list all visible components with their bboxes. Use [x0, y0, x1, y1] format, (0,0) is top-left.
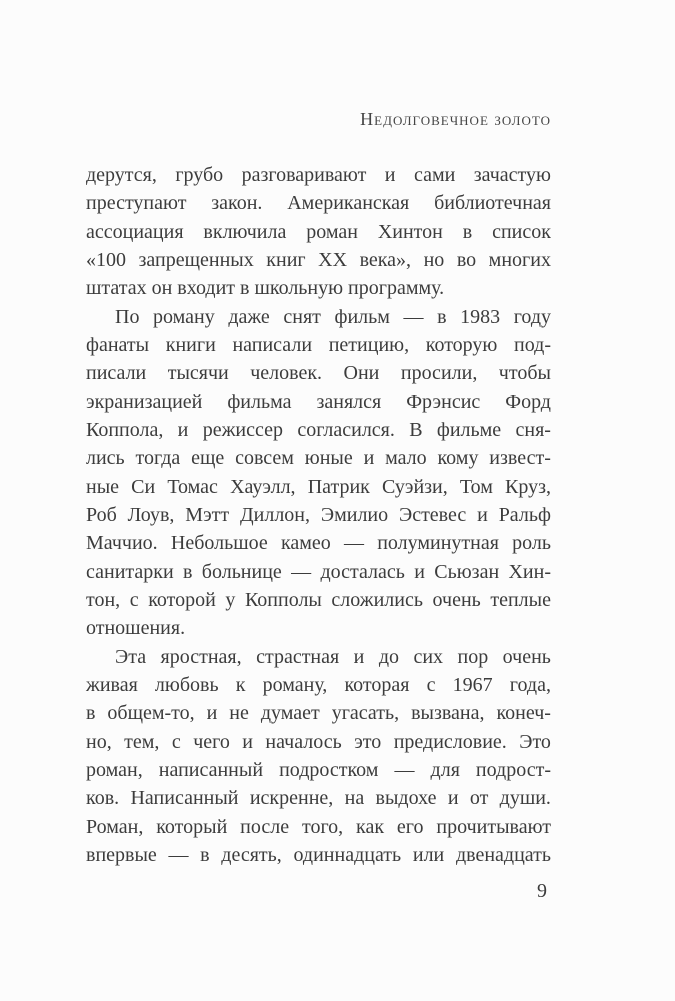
text-line [86, 189, 551, 217]
word: для [430, 758, 460, 781]
word: очень [502, 645, 551, 668]
word: 1967 [452, 673, 493, 696]
word: Хинтон [377, 220, 443, 243]
word: Хауэлл, [230, 475, 296, 498]
word: одиннадцать [293, 843, 402, 866]
word: пор [457, 645, 489, 668]
word: чтобы [498, 362, 551, 385]
word: Том [459, 475, 493, 498]
word: XX [318, 248, 348, 271]
word: книги [165, 333, 216, 356]
word: очень [432, 588, 481, 611]
text-line [86, 671, 551, 699]
word: Эмилио [320, 503, 389, 526]
word: лись [86, 447, 125, 470]
word: которую [425, 333, 498, 356]
word: закон. [211, 192, 263, 215]
word: роман [306, 220, 358, 243]
word: зачастую [473, 164, 551, 186]
text-line: штатах он входит в школьную программу. [86, 277, 445, 300]
word: камео [280, 532, 331, 555]
text-line [86, 331, 551, 359]
word: Круз, [505, 475, 551, 498]
paragraph [86, 643, 551, 870]
word: думает [260, 702, 320, 725]
word: это [354, 730, 382, 753]
word: ков. [86, 787, 120, 810]
word: и [477, 503, 488, 526]
word: как [356, 815, 385, 838]
text-line [86, 756, 551, 784]
word: роман, [86, 758, 143, 781]
text-line [86, 388, 551, 416]
word: сня- [515, 418, 551, 441]
word: досталась [320, 560, 405, 583]
word: у [225, 588, 236, 611]
page-number: 9 [537, 880, 547, 902]
word: его [396, 815, 424, 838]
text-line [86, 813, 551, 841]
word: сих [413, 645, 444, 668]
word: — [291, 560, 312, 583]
word: роману [153, 305, 215, 328]
word: запрещенных [138, 248, 254, 271]
word: «100 [86, 248, 126, 271]
word: Сьюзан [434, 560, 500, 583]
word: до [378, 645, 400, 668]
word: году [513, 305, 551, 328]
word: искренне, [249, 787, 334, 810]
word: началось [265, 730, 342, 753]
word: в [437, 305, 447, 328]
word: больнице [201, 560, 282, 583]
word: Эстевес [398, 503, 467, 526]
word: написанный [158, 758, 264, 781]
word: преступают [86, 192, 187, 215]
text-line [86, 501, 551, 529]
text-line [86, 161, 551, 189]
word: подростком [279, 758, 379, 781]
word: конеч- [496, 702, 551, 725]
word: фильма [227, 390, 292, 413]
word: тогда [135, 447, 181, 470]
word: Суэйзи, [382, 475, 448, 498]
word: Небольшое [170, 532, 268, 555]
word: полуминутная [377, 532, 499, 555]
word: в [183, 560, 193, 583]
word: Коппола, [86, 418, 164, 441]
word: Они [343, 362, 380, 385]
text-line [86, 643, 551, 671]
word: к [235, 673, 246, 696]
word: двенадцать [455, 843, 551, 866]
word: разговаривают [241, 164, 367, 186]
word: и [414, 560, 425, 583]
word: в [200, 843, 210, 866]
word: после [240, 815, 290, 838]
word: любовь [154, 673, 219, 696]
word: Хин- [508, 560, 551, 583]
word: режиссер [202, 418, 283, 441]
word: Форд [505, 390, 551, 413]
word: список [492, 220, 551, 243]
word: предисловие. [393, 730, 507, 753]
word: и [447, 787, 459, 810]
word: и [206, 702, 218, 725]
word: под- [514, 333, 551, 356]
text-line [86, 784, 551, 812]
word: которая [344, 673, 410, 696]
word: тысячи [167, 362, 229, 385]
word: Роман, [86, 815, 144, 838]
running-header: Недолговечное золото [360, 109, 551, 129]
word: Копполы [244, 588, 322, 611]
word: библиотечная [434, 192, 551, 215]
word: угасать, [331, 702, 400, 725]
word: совсем [235, 447, 294, 470]
word: от [469, 787, 489, 810]
text-line [86, 699, 551, 727]
word: 1983 [460, 305, 501, 328]
word: общем-то, [107, 702, 195, 725]
word: Это [519, 730, 551, 753]
word: писали [86, 362, 147, 385]
word: или [412, 843, 445, 866]
word: и [363, 447, 375, 470]
word: и [242, 730, 253, 753]
word: века», [359, 248, 412, 271]
word: снят [283, 305, 321, 328]
text-line [86, 728, 551, 756]
text-line [86, 246, 551, 274]
word: — [343, 532, 364, 555]
word: просили, [400, 362, 478, 385]
word: — [394, 758, 415, 781]
paragraph [86, 303, 551, 643]
word: Фрэнсис [406, 390, 481, 413]
text-line [86, 444, 551, 472]
word: занялся [316, 390, 382, 413]
word: и [177, 418, 189, 441]
word: ассоциация [86, 220, 184, 243]
text-line [86, 416, 551, 444]
word: роль [512, 532, 551, 555]
word: подрост- [475, 758, 551, 781]
word: с [426, 673, 436, 696]
word: экранизацией [86, 390, 203, 413]
word: впервые [86, 843, 157, 866]
word: и [384, 164, 396, 186]
word: включила [203, 220, 287, 243]
word: санитарки [86, 560, 174, 583]
word: тем, [124, 730, 160, 753]
word: живая [86, 673, 138, 696]
word: книг [266, 248, 306, 271]
word: роману, [262, 673, 328, 696]
word: Патрик [307, 475, 370, 498]
word: ные [86, 475, 120, 498]
word: но [423, 248, 445, 271]
word: мало [385, 447, 427, 470]
word: написали [232, 333, 313, 356]
word: петицию, [328, 333, 410, 356]
word: согласился. [297, 418, 395, 441]
word: Мэтт [185, 503, 230, 526]
word: души. [499, 787, 551, 810]
word: чего [193, 730, 230, 753]
word: кому [437, 447, 479, 470]
word: десять, [221, 843, 282, 866]
text-line [86, 841, 551, 869]
word: Диллон, [240, 503, 311, 526]
word: в [86, 702, 96, 725]
word: который [156, 815, 228, 838]
paragraph [86, 161, 551, 303]
text-line: отношения. [86, 617, 186, 640]
word: страстная [256, 645, 340, 668]
word: фильме [436, 418, 502, 441]
word: По [115, 305, 140, 328]
word: в [462, 220, 473, 243]
word: тон, [86, 588, 121, 611]
word: сами [413, 164, 456, 186]
word: извест- [489, 447, 551, 470]
text-line [86, 529, 551, 557]
word: во [456, 248, 477, 271]
word: Томас [167, 475, 218, 498]
word: на [344, 787, 365, 810]
word: с [171, 730, 181, 753]
word: Роб [86, 503, 117, 526]
word: многих [488, 248, 551, 271]
word: грубо [175, 164, 224, 186]
word: Ральф [498, 503, 551, 526]
word: Лоув, [127, 503, 175, 526]
word: Эта [115, 645, 147, 668]
word: еще [191, 447, 225, 470]
word: Си [131, 475, 156, 498]
text-line [86, 303, 551, 331]
word: яростная, [160, 645, 242, 668]
word: с [129, 588, 139, 611]
text-line [86, 359, 551, 387]
word: не [229, 702, 249, 725]
word: даже [228, 305, 270, 328]
word: выдохе [375, 787, 437, 810]
word: Маччио. [86, 532, 158, 555]
word: фильм [334, 305, 390, 328]
word: но, [86, 730, 112, 753]
word: которой [148, 588, 216, 611]
word: сложились [331, 588, 423, 611]
text-line [86, 586, 551, 614]
word: — [168, 843, 189, 866]
word: теплые [490, 588, 551, 611]
word: человек. [250, 362, 323, 385]
word: В [409, 418, 423, 441]
word: того, [301, 815, 344, 838]
word: Американская [287, 192, 410, 215]
word: прочитывают [436, 815, 551, 838]
word: юные [304, 447, 353, 470]
text-line [86, 473, 551, 501]
word: Написанный [130, 787, 239, 810]
text-line [86, 558, 551, 586]
word: вызвана, [411, 702, 485, 725]
word: — [403, 305, 424, 328]
text-line [86, 218, 551, 246]
word: дерутся, [86, 164, 157, 186]
word: фанаты [86, 333, 150, 356]
word: и [353, 645, 365, 668]
page-body-text [86, 161, 551, 869]
word: года, [509, 673, 551, 696]
